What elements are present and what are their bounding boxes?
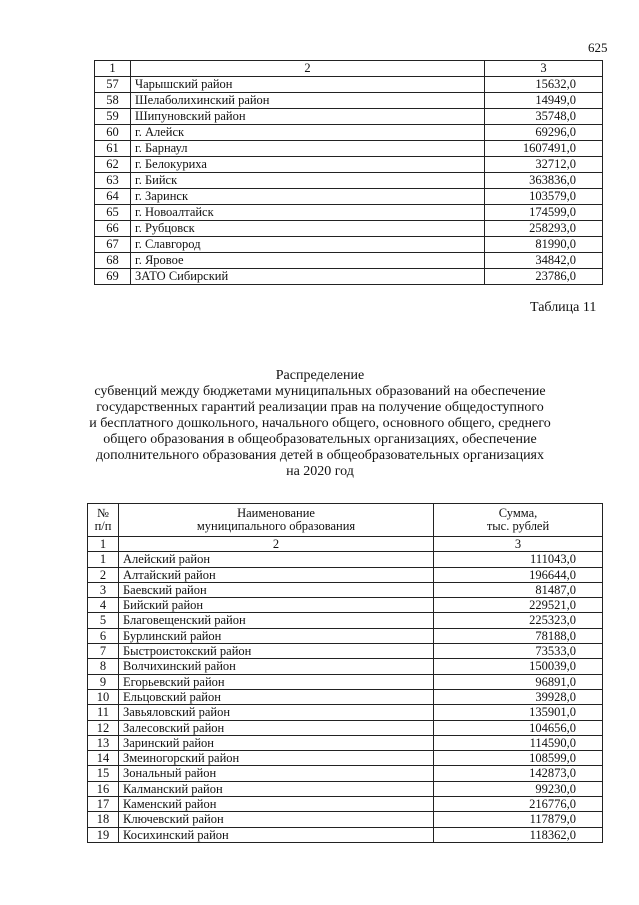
row-number: 67 [95,237,131,253]
row-value: 69296,0 [485,125,603,141]
table-row [88,598,603,613]
row-value: 99230,0 [434,781,603,796]
row-name: Баевский район [119,582,434,597]
row-name: г. Бийск [131,173,485,189]
row-number: 1 [88,552,119,567]
row-name: г. Новоалтайск [131,205,485,221]
table-row [95,189,603,205]
row-name: Заринский район [119,735,434,750]
row-name: г. Заринск [131,189,485,205]
table-row [88,827,603,842]
row-number: 4 [88,598,119,613]
row-name: Шелаболихинский район [131,93,485,109]
row-number: 2 [88,567,119,582]
row-value: 104656,0 [434,720,603,735]
row-number: 57 [95,77,131,93]
table-row [88,674,603,689]
row-value: 81487,0 [434,582,603,597]
row-value: 96891,0 [434,674,603,689]
heading-line: дополнительного образования детей в общеобразовательных организациях [96,448,544,463]
row-number: 14 [88,751,119,766]
row-value: 216776,0 [434,797,603,812]
index-row [88,537,603,552]
row-number: 6 [88,628,119,643]
table-row [88,720,603,735]
table-row [95,173,603,189]
row-name: Алтайский район [119,567,434,582]
column-header-name [119,504,434,537]
row-value: 118362,0 [434,827,603,842]
row-number: 13 [88,735,119,750]
row-value: 174599,0 [485,205,603,221]
table-row [95,205,603,221]
heading-line: и бесплатного дошкольного, начального общего, основного общего, среднего [89,416,551,431]
table-row [95,253,603,269]
table-row [88,552,603,567]
table-row [95,269,603,285]
row-number: 11 [88,705,119,720]
row-number: 59 [95,109,131,125]
row-value: 78188,0 [434,628,603,643]
row-value: 135901,0 [434,705,603,720]
row-value: 32712,0 [485,157,603,173]
table-row [95,93,603,109]
row-name: Егорьевский район [119,674,434,689]
row-number: 64 [95,189,131,205]
row-number: 9 [88,674,119,689]
header-line: п/п [94,519,112,533]
table-row [88,628,603,643]
table-row [88,751,603,766]
row-name: Завьяловский район [119,705,434,720]
row-name: ЗАТО Сибирский [131,269,485,285]
row-number: 66 [95,221,131,237]
row-value: 14949,0 [485,93,603,109]
index-cell: 1 [88,537,119,552]
row-value: 196644,0 [434,567,603,582]
table-row [95,125,603,141]
row-number: 15 [88,766,119,781]
table-row [88,705,603,720]
row-value: 39928,0 [434,689,603,704]
column-header-sum [434,504,603,537]
header-row [95,61,603,77]
row-value: 142873,0 [434,766,603,781]
row-number: 3 [88,582,119,597]
row-value: 229521,0 [434,598,603,613]
heading-line: общего образования в общеобразовательных организациях, обеспечение [103,432,537,447]
table-row [88,567,603,582]
row-name: Волчихинский район [119,659,434,674]
row-name: Шипуновский район [131,109,485,125]
row-value: 15632,0 [485,77,603,93]
row-name: Чарышский район [131,77,485,93]
table-row [95,77,603,93]
row-name: г. Барнаул [131,141,485,157]
table-row [88,735,603,750]
page-number: 625 [588,40,608,55]
header-line: муниципального образования [196,519,356,533]
row-number: 8 [88,659,119,674]
row-value: 81990,0 [485,237,603,253]
row-value: 150039,0 [434,659,603,674]
row-number: 10 [88,689,119,704]
header-cell: 3 [485,61,603,77]
row-value: 34842,0 [485,253,603,269]
heading-line: субвенций между бюджетами муниципальных образований на обеспечение [94,384,546,399]
row-name: г. Славгород [131,237,485,253]
row-name: г. Белокуриха [131,157,485,173]
bottom-table [87,503,603,843]
table-row [95,157,603,173]
table-row [88,797,603,812]
row-name: г. Яровое [131,253,485,269]
heading-line: на 2020 год [286,464,354,479]
row-number: 16 [88,781,119,796]
row-value: 73533,0 [434,644,603,659]
table-row [88,613,603,628]
row-number: 68 [95,253,131,269]
header-cell: 2 [131,61,485,77]
header-line: № [97,506,109,520]
row-name: Быстроистокский район [119,644,434,659]
row-number: 60 [95,125,131,141]
table-row [95,109,603,125]
row-value: 114590,0 [434,735,603,750]
table-heading [70,368,570,480]
index-cell: 2 [119,537,434,552]
row-value: 225323,0 [434,613,603,628]
table-row [88,644,603,659]
row-name: Калманский район [119,781,434,796]
table-row [95,237,603,253]
row-name: Каменский район [119,797,434,812]
table-row [88,766,603,781]
column-header-row [88,504,603,537]
row-value: 103579,0 [485,189,603,205]
column-header-number [88,504,119,537]
row-number: 58 [95,93,131,109]
row-name: г. Рубцовск [131,221,485,237]
row-name: Алейский район [119,552,434,567]
row-name: Зональный район [119,766,434,781]
row-number: 61 [95,141,131,157]
row-name: Бурлинский район [119,628,434,643]
index-cell: 3 [434,537,603,552]
table-row [95,141,603,157]
row-value: 117879,0 [434,812,603,827]
top-table [94,60,603,285]
row-value: 35748,0 [485,109,603,125]
row-number: 18 [88,812,119,827]
row-name: Благовещенский район [119,613,434,628]
row-name: Косихинский район [119,827,434,842]
heading-line: Распределение [275,368,365,383]
row-name: г. Алейск [131,125,485,141]
row-number: 69 [95,269,131,285]
heading-line: государственных гарантий реализации прав на получение общедоступного [96,400,544,415]
row-value: 23786,0 [485,269,603,285]
header-line: Сумма, [498,506,538,520]
header-line: тыс. рублей [486,519,550,533]
row-value: 258293,0 [485,221,603,237]
row-number: 5 [88,613,119,628]
header-cell: 1 [95,61,131,77]
row-value: 363836,0 [485,173,603,189]
row-number: 63 [95,173,131,189]
header-line: Наименование [237,506,315,520]
row-number: 7 [88,644,119,659]
table-row [88,582,603,597]
row-name: Залесовский район [119,720,434,735]
row-name: Ельцовский район [119,689,434,704]
table-row [95,221,603,237]
row-name: Ключевский район [119,812,434,827]
row-name: Бийский район [119,598,434,613]
row-number: 19 [88,827,119,842]
row-number: 62 [95,157,131,173]
row-number: 65 [95,205,131,221]
table-row [88,781,603,796]
row-number: 12 [88,720,119,735]
row-value: 111043,0 [434,552,603,567]
table-row [88,659,603,674]
row-number: 17 [88,797,119,812]
row-name: Змеиногорский район [119,751,434,766]
table-row [88,812,603,827]
row-value: 108599,0 [434,751,603,766]
row-value: 1607491,0 [485,141,603,157]
table-row [88,689,603,704]
table-label: Таблица 11 [530,300,597,315]
